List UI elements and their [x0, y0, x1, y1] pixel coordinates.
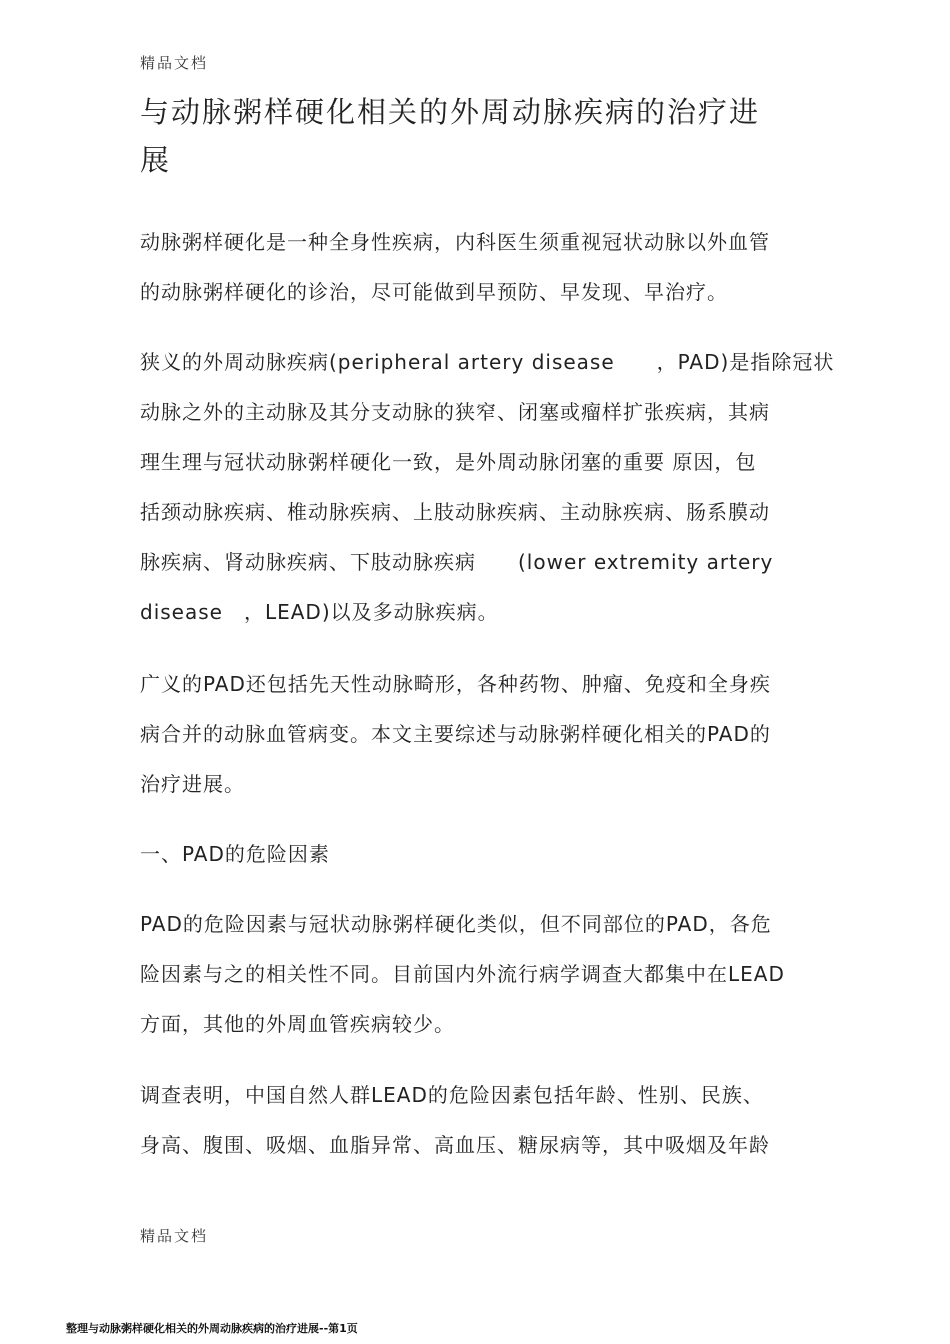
text-line: 险因素与之的相关性不同。目前国内外流行病学调查大都集中在LEAD: [140, 962, 785, 986]
text-line: 身高、腹围、吸烟、血脂异常、高血压、糖尿病等，其中吸烟及年龄: [140, 1133, 770, 1157]
title-line: 与动脉粥样硬化相关的外周动脉疾病的治疗进: [140, 95, 761, 129]
text-line: 脉疾病、肾动脉疾病、下肢动脉疾病 (lower extremity artery: [140, 550, 774, 574]
text-line: 广义的PAD还包括先天性动脉畸形，各种药物、肿瘤、免疫和全身疾: [140, 672, 771, 696]
paragraph-intro: [140, 230, 830, 330]
text-line: PAD的危险因素与冠状动脉粥样硬化类似，但不同部位的PAD，各危: [140, 912, 772, 936]
text-line: 治疗进展。: [140, 772, 245, 796]
text-line: 动脉粥样硬化是一种全身性疾病，内科医生须重视冠状动脉以外血管: [140, 230, 770, 254]
paragraph-broad-definition: [140, 672, 830, 822]
text-line: disease ，LEAD)以及多动脉疾病。: [140, 600, 499, 624]
paragraph-survey: [140, 1083, 830, 1183]
title-line: 展: [140, 143, 172, 177]
text-line: 动脉之外的主动脉及其分支动脉的狭窄、闭塞或瘤样扩张疾病，其病: [140, 400, 770, 424]
text-line: 调查表明，中国自然人群LEAD的危险因素包括年龄、性别、民族、: [140, 1083, 764, 1107]
page-footer: 精品文档: [140, 1227, 209, 1245]
text-line: 理生理与冠状动脉粥样硬化一致，是外周动脉闭塞的重要 原因，包: [140, 450, 757, 474]
paragraph-risk-factors: [140, 912, 830, 1062]
paragraph-definition: [140, 350, 835, 650]
text-line: 的动脉粥样硬化的诊治，尽可能做到早预防、早发现、早治疗。: [140, 280, 728, 304]
text-line: 狭义的外周动脉疾病(peripheral artery disease ，PAD)是指除冠状: [140, 350, 835, 374]
text-line: 方面，其他的外周血管疾病较少。: [140, 1012, 455, 1036]
page-header: 精品文档: [140, 54, 209, 72]
text-line: 括颈动脉疾病、椎动脉疾病、上肢动脉疾病、主动脉疾病、肠系膜动: [140, 500, 770, 524]
text-line: 病合并的动脉血管病变。本文主要综述与动脉粥样硬化相关的PAD的: [140, 722, 771, 746]
heading-line: 一、PAD的危险因素: [140, 842, 330, 866]
section-heading: [140, 842, 830, 892]
page-caption: 整理与动脉粥样硬化相关的外周动脉疾病的治疗进展--第1页: [66, 1322, 358, 1335]
document-title: [140, 88, 830, 184]
